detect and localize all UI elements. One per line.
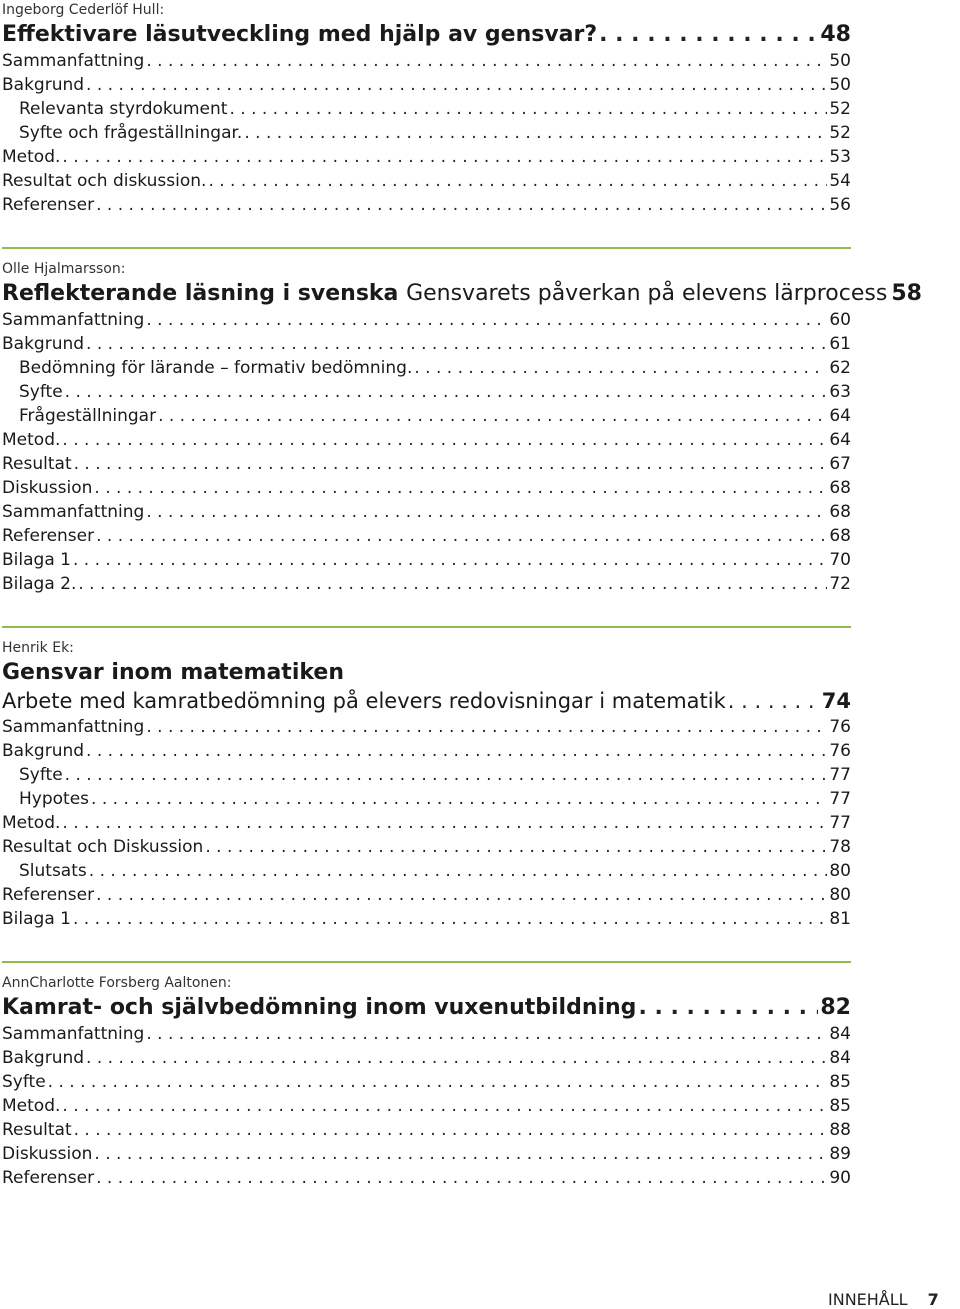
section-divider — [2, 626, 851, 628]
toc-subentry[interactable] — [2, 380, 851, 404]
toc-entry[interactable] — [2, 500, 851, 524]
toc-entry-page: 90 — [829, 1168, 851, 1188]
toc-entry-label: Resultat — [2, 1120, 72, 1140]
chapter-title: Kamrat- och självbedömning inom vuxenutbildning — [2, 995, 637, 1020]
toc-subentry[interactable] — [2, 787, 851, 811]
leader-dots — [244, 121, 827, 145]
leader-dots — [62, 811, 827, 835]
toc-entry-page: 54 — [829, 171, 851, 191]
toc-entry-label: Sammanfattning — [2, 51, 145, 71]
toc-entry-label: Syfte — [19, 382, 63, 402]
leader-dots — [208, 169, 827, 193]
toc-section-1 — [2, 2, 851, 217]
toc-entry-label: Bilaga 2. — [2, 574, 77, 594]
toc-entry[interactable] — [2, 308, 851, 332]
toc-entry-label: Diskussion — [2, 478, 93, 498]
toc-entry-page: 78 — [829, 837, 851, 857]
toc-entry[interactable] — [2, 572, 851, 596]
toc-entry-page: 60 — [829, 310, 851, 330]
toc-entry-label: Resultat och diskussion. — [2, 171, 207, 191]
toc-entry-page: 80 — [829, 885, 851, 905]
toc-entry-page: 81 — [829, 909, 851, 929]
chapter-title-main: Reflekterande läsning i svenska — [2, 281, 399, 306]
leader-dots — [205, 835, 827, 859]
section-divider — [2, 961, 851, 963]
toc-entry-label: Referenser — [2, 1168, 95, 1188]
toc-entry-page: 50 — [829, 51, 851, 71]
toc-entry-label: Bilaga 1 — [2, 550, 71, 570]
toc-entry-page: 50 — [829, 75, 851, 95]
toc-entry-page: 77 — [829, 765, 851, 785]
leader-dots — [96, 1166, 827, 1190]
toc-entry[interactable] — [2, 811, 851, 835]
toc-entry[interactable] — [2, 1166, 851, 1190]
toc-subentry[interactable] — [2, 763, 851, 787]
toc-entry-label: Syfte — [2, 1072, 46, 1092]
leader-dots — [86, 739, 827, 763]
toc-entry-page: 70 — [829, 550, 851, 570]
toc-entry-page: 77 — [829, 813, 851, 833]
leader-dots — [146, 715, 827, 739]
toc-entry[interactable] — [2, 1094, 851, 1118]
leader-dots — [599, 21, 818, 49]
chapter-title-row[interactable] — [2, 280, 922, 308]
leader-dots — [96, 524, 827, 548]
toc-entry-label: Bakgrund — [2, 334, 85, 354]
leader-dots — [91, 787, 827, 811]
toc-entry-label: Referenser — [2, 885, 95, 905]
leader-dots — [728, 687, 820, 715]
toc-entry-label: Referenser — [2, 526, 95, 546]
toc-entry-page: 62 — [829, 358, 851, 378]
page-footer — [828, 1290, 939, 1309]
toc-entry-page: 68 — [829, 526, 851, 546]
chapter-page-number: 82 — [820, 995, 851, 1020]
leader-dots — [65, 763, 828, 787]
toc-section-3 — [2, 640, 851, 931]
toc-entry[interactable] — [2, 1046, 851, 1070]
leader-dots — [146, 1022, 827, 1046]
toc-entry-page: 64 — [829, 430, 851, 450]
toc-entry-page: 67 — [829, 454, 851, 474]
toc-entry[interactable] — [2, 1070, 851, 1094]
toc-entry[interactable] — [2, 1142, 851, 1166]
toc-entry[interactable] — [2, 49, 851, 73]
toc-entry-label: Relevanta styrdokument — [19, 99, 228, 119]
leader-dots — [638, 994, 818, 1022]
toc-entry[interactable] — [2, 548, 851, 572]
leader-dots — [94, 476, 827, 500]
toc-entry-label: Syfte och frågeställningar. — [19, 123, 243, 143]
toc-subentry[interactable] — [2, 121, 851, 145]
toc-entry[interactable] — [2, 835, 851, 859]
toc-entry[interactable] — [2, 476, 851, 500]
chapter-subtitle-row[interactable] — [2, 687, 851, 715]
toc-entry-page: 84 — [829, 1024, 851, 1044]
toc-entry-page: 77 — [829, 789, 851, 809]
section-author: Henrik Ek: — [2, 640, 74, 656]
toc-entry-page: 89 — [829, 1144, 851, 1164]
leader-dots — [146, 49, 827, 73]
chapter-title-row[interactable] — [2, 21, 851, 49]
toc-entry-page: 53 — [829, 147, 851, 167]
toc-subentry[interactable] — [2, 859, 851, 883]
leader-dots — [414, 356, 827, 380]
toc-entry-page: 80 — [829, 861, 851, 881]
toc-entry-label: Slutsats — [19, 861, 87, 881]
toc-entry[interactable] — [2, 169, 851, 193]
chapter-title-row[interactable] — [2, 994, 851, 1022]
toc-entry-page: 52 — [829, 123, 851, 143]
toc-section-2 — [2, 261, 922, 596]
leader-dots — [86, 73, 827, 97]
toc-entry[interactable] — [2, 193, 851, 217]
toc-entry[interactable] — [2, 332, 851, 356]
leader-dots — [74, 452, 828, 476]
chapter-title-sub: Gensvarets påverkan på elevens lärprocess — [406, 281, 888, 306]
toc-entry[interactable] — [2, 907, 851, 931]
leader-dots — [62, 145, 827, 169]
toc-entry[interactable] — [2, 1022, 851, 1046]
toc-entry-label: Bakgrund — [2, 1048, 85, 1068]
toc-entry-page: 63 — [829, 382, 851, 402]
toc-entry-page: 85 — [829, 1096, 851, 1116]
leader-dots — [62, 1094, 827, 1118]
toc-entry-label: Sammanfattning — [2, 502, 145, 522]
leader-dots — [65, 380, 828, 404]
chapter-title — [2, 280, 887, 308]
toc-entry-label: Resultat och Diskussion — [2, 837, 204, 857]
section-author: Olle Hjalmarsson: — [2, 261, 126, 277]
toc-subentry[interactable] — [2, 356, 851, 380]
leader-dots — [62, 428, 827, 452]
chapter-page-number: 48 — [820, 22, 851, 47]
section-author: AnnCharlotte Forsberg Aaltonen: — [2, 975, 232, 991]
leader-dots — [146, 308, 827, 332]
toc-entry[interactable] — [2, 715, 851, 739]
toc-entry-label: Sammanfattning — [2, 717, 145, 737]
toc-entry-page: 61 — [829, 334, 851, 354]
toc-entry-page: 76 — [829, 741, 851, 761]
toc-entry-label: Referenser — [2, 195, 95, 215]
toc-entry[interactable] — [2, 1118, 851, 1142]
toc-entry-page: 52 — [829, 99, 851, 119]
toc-entry[interactable] — [2, 883, 851, 907]
leader-dots — [86, 1046, 827, 1070]
toc-entry-page: 56 — [829, 195, 851, 215]
chapter-page-number: 58 — [891, 281, 922, 306]
toc-entry-page: 64 — [829, 406, 851, 426]
toc-entry-label: Frågeställningar — [19, 406, 157, 426]
toc-entry[interactable] — [2, 428, 851, 452]
toc-entry-label: Sammanfattning — [2, 310, 145, 330]
toc-entry-page: 68 — [829, 478, 851, 498]
toc-entry-label: Hypotes — [19, 789, 90, 809]
section-author: Ingeborg Cederlöf Hull: — [2, 2, 165, 18]
toc-entry[interactable] — [2, 739, 851, 763]
toc-entry-label: Resultat — [2, 454, 72, 474]
leader-dots — [78, 572, 827, 596]
footer-page-number: 7 — [927, 1290, 939, 1309]
toc-entry-label: Syfte — [19, 765, 63, 785]
toc-section-4 — [2, 975, 851, 1190]
toc-entry-label: Bedömning för lärande – formativ bedömning. — [19, 358, 413, 378]
toc-entry-label: Sammanfattning — [2, 1024, 145, 1044]
toc-entry[interactable] — [2, 452, 851, 476]
toc-entry-label: Metod. — [2, 813, 61, 833]
leader-dots — [74, 1118, 828, 1142]
toc-entry-page: 76 — [829, 717, 851, 737]
footer-section-label: INNEHÅLL — [828, 1290, 908, 1309]
leader-dots — [73, 907, 827, 931]
toc-entry-page: 68 — [829, 502, 851, 522]
leader-dots — [73, 548, 827, 572]
toc-subentry[interactable] — [2, 404, 851, 428]
toc-entry-page: 72 — [829, 574, 851, 594]
leader-dots — [96, 883, 827, 907]
toc-entry[interactable] — [2, 145, 851, 169]
toc-entry[interactable] — [2, 524, 851, 548]
toc-entry-label: Metod. — [2, 1096, 61, 1116]
toc-entry-label: Metod. — [2, 147, 61, 167]
toc-entry-page: 88 — [829, 1120, 851, 1140]
leader-dots — [146, 500, 827, 524]
toc-entry-label: Diskussion — [2, 1144, 93, 1164]
leader-dots — [86, 332, 827, 356]
table-of-contents — [2, 0, 922, 1190]
toc-entry-label: Bakgrund — [2, 741, 85, 761]
chapter-title: Effektivare läsutveckling med hjälp av gensvar? — [2, 22, 598, 47]
toc-entry-label: Bilaga 1 — [2, 909, 71, 929]
chapter-title[interactable]: Gensvar inom matematiken — [2, 660, 344, 685]
leader-dots — [158, 404, 827, 428]
toc-entry-label: Bakgrund — [2, 75, 85, 95]
toc-entry-label: Metod. — [2, 430, 61, 450]
toc-subentry[interactable] — [2, 97, 851, 121]
leader-dots — [229, 97, 827, 121]
leader-dots — [94, 1142, 827, 1166]
toc-entry[interactable] — [2, 73, 851, 97]
leader-dots — [96, 193, 827, 217]
chapter-subtitle: Arbete med kamratbedömning på elevers redovisningar i matematik — [2, 689, 726, 713]
section-divider — [2, 247, 851, 249]
chapter-page-number: 74 — [821, 689, 851, 713]
toc-entry-page: 85 — [829, 1072, 851, 1092]
toc-entry-page: 84 — [829, 1048, 851, 1068]
leader-dots — [89, 859, 828, 883]
leader-dots — [48, 1070, 828, 1094]
